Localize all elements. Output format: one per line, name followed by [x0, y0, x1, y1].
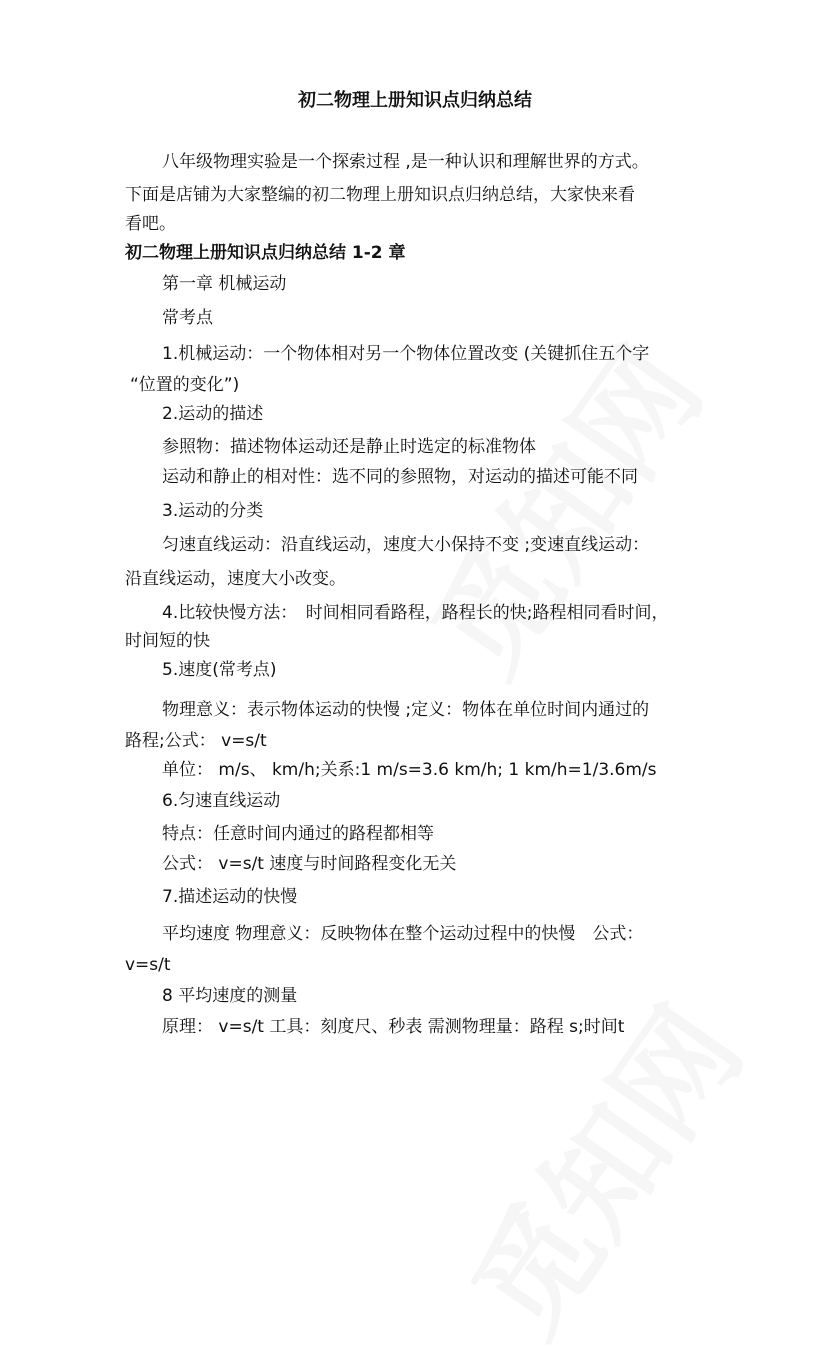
text-line: 3.运动的分类 — [162, 501, 264, 521]
text-line: 路程;公式： v=s/t — [125, 731, 267, 751]
intro-line: 八年级物理实验是一个探索过程 ,是一种认识和理解世界的方式。 — [162, 152, 649, 172]
text-line: 特点：任意时间内通过的路程都相等 — [162, 824, 434, 844]
text-line: 4.比较快慢方法： 时间相同看路程，路程长的快;路程相同看时间， — [162, 603, 669, 623]
text-line: 公式： v=s/t 速度与时间路程变化无关 — [162, 854, 457, 874]
text-line: 第一章 机械运动 — [162, 274, 287, 294]
text-line: 2.运动的描述 — [162, 404, 264, 424]
text-line: 常考点 — [162, 308, 213, 328]
document-title: 初二物理上册知识点归纳总结 — [298, 90, 532, 111]
watermark — [386, 309, 733, 703]
text-line: 时间短的快 — [125, 631, 210, 651]
text-line: 匀速直线运动：沿直线运动，速度大小保持不变 ;变速直线运动： — [162, 535, 650, 555]
section-heading: 初二物理上册知识点归纳总结 1-2 章 — [125, 243, 406, 263]
text-line: 平均速度 物理意义：反映物体在整个运动过程中的快慢 公式： — [162, 924, 644, 944]
text-line: “位置的变化”) — [130, 375, 240, 395]
text-line: v=s/t — [125, 955, 171, 975]
text-line: 5.速度(常考点) — [162, 660, 277, 680]
text-line: 8 平均速度的测量 — [162, 986, 298, 1006]
intro-line: 下面是店铺为大家整编的初二物理上册知识点归纳总结，大家快来看 — [125, 185, 635, 205]
text-line: 沿直线运动，速度大小改变。 — [125, 569, 346, 589]
text-line: 物理意义：表示物体运动的快慢 ;定义：物体在单位时间内通过的 — [162, 700, 650, 720]
text-line: 参照物：描述物体运动还是静止时选定的标准物体 — [162, 437, 536, 457]
text-line: 7.描述运动的快慢 — [162, 887, 298, 907]
text-line: 运动和静止的相对性：选不同的参照物，对运动的描述可能不同 — [162, 467, 638, 487]
text-line: 原理： v=s/t 工具：刻度尺、秒表 需测物理量：路程 s;时间t — [162, 1017, 625, 1037]
text-line: 单位： m/s、 km/h;关系:1 m/s=3.6 km/h; 1 km/h=1/3.6m/s — [162, 760, 657, 780]
text-line: 1.机械运动：一个物体相对另一个物体位置改变 (关键抓住五个字 — [162, 344, 650, 364]
intro-line: 看吧。 — [125, 214, 176, 234]
text-line: 6.匀速直线运动 — [162, 791, 281, 811]
